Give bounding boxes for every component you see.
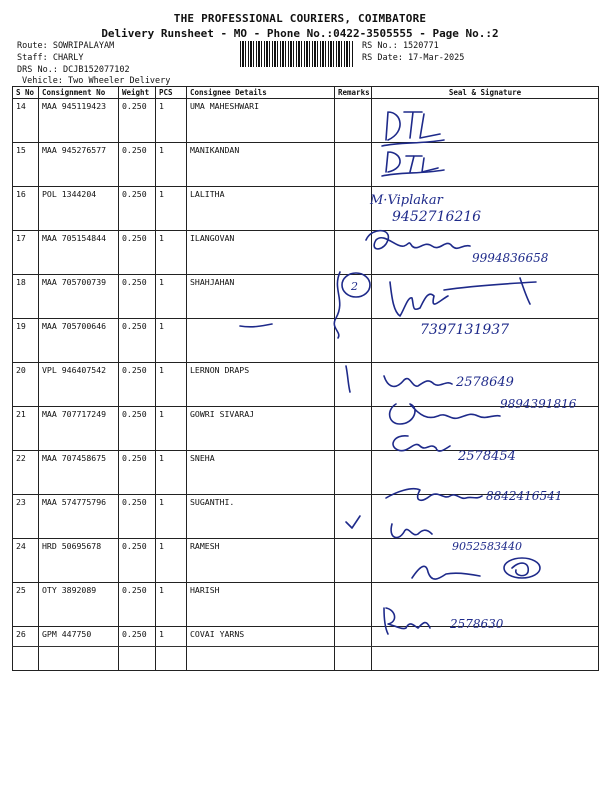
cell-weight: 0.250 — [119, 627, 156, 671]
cell-weight: 0.250 — [119, 99, 156, 143]
cell-weight: 0.250 — [119, 583, 156, 627]
cell-sno: 24 — [13, 539, 39, 583]
cell-signature — [372, 495, 599, 539]
cell-pcs: 1 — [156, 539, 187, 583]
cell-consignment-no: MAA 707458675 — [39, 451, 119, 495]
route-label: Route: SOWRIPALAYAM — [17, 41, 115, 51]
cell-pcs: 1 — [156, 275, 187, 319]
cell-weight: 0.250 — [119, 363, 156, 407]
table-row — [13, 451, 599, 495]
sig17-phone: 9994836658 — [472, 251, 549, 265]
cell-consignee: ILANGOVAN — [187, 231, 335, 275]
cell-remarks — [335, 143, 372, 187]
cell-consignee: COVAI YARNS — [187, 627, 335, 671]
cell-signature — [372, 99, 599, 143]
cell-consignee: GOWRI SIVARAJ — [187, 407, 335, 451]
cell-consignee — [187, 319, 335, 363]
cell-consignee: SNEHA — [187, 451, 335, 495]
cell-pcs: 1 — [156, 143, 187, 187]
cell-consignment-no: MAA 945119423 — [39, 99, 119, 143]
cell-sno: 22 — [13, 451, 39, 495]
table-row — [13, 143, 599, 187]
col-header-consignment: Consignment No — [39, 87, 119, 99]
cell-consignee: LALITHA — [187, 187, 335, 231]
sig24-phone: 9052583440 — [452, 540, 522, 553]
table-row — [13, 407, 599, 451]
cell-pcs: 1 — [156, 495, 187, 539]
col-header-remarks: Remarks — [335, 87, 372, 99]
col-header-weight: Weight — [119, 87, 156, 99]
cell-pcs: 1 — [156, 99, 187, 143]
cell-signature — [372, 187, 599, 231]
cell-pcs: 1 — [156, 583, 187, 627]
sig21-phone: 9894391816 — [500, 397, 577, 411]
table-row — [13, 319, 599, 363]
cell-signature — [372, 275, 599, 319]
cell-consignee: LERNON DRAPS — [187, 363, 335, 407]
cell-consignment-no: GPM 447750 — [39, 627, 119, 671]
cell-remarks — [335, 275, 372, 319]
table-row — [13, 231, 599, 275]
cell-remarks — [335, 187, 372, 231]
cell-weight: 0.250 — [119, 539, 156, 583]
cell-weight: 0.250 — [119, 407, 156, 451]
cell-weight: 0.250 — [119, 319, 156, 363]
table-row — [13, 627, 599, 671]
rs-date: RS Date: 17-Mar-2025 — [362, 53, 465, 63]
cell-signature — [372, 143, 599, 187]
cell-remarks — [335, 231, 372, 275]
table-row — [13, 495, 599, 539]
cell-signature — [372, 363, 599, 407]
cell-remarks — [335, 583, 372, 627]
cell-consignment-no: MAA 705700739 — [39, 275, 119, 319]
table-row — [13, 363, 599, 407]
sig20-phone: 2578649 — [456, 375, 514, 390]
cell-sno: 26 — [13, 627, 39, 671]
cell-weight: 0.250 — [119, 495, 156, 539]
bottom-rule — [12, 646, 598, 647]
sig16-name: M·Viplakar — [370, 193, 443, 208]
cell-signature — [372, 407, 599, 451]
cell-remarks — [335, 627, 372, 671]
cell-consignment-no: MAA 945276577 — [39, 143, 119, 187]
cell-pcs: 1 — [156, 407, 187, 451]
barcode-image — [240, 41, 354, 67]
cell-sno: 15 — [13, 143, 39, 187]
cell-sno: 25 — [13, 583, 39, 627]
cell-consignee: RAMESH — [187, 539, 335, 583]
col-header-signature: Seal & Signature — [372, 87, 599, 99]
runsheet-subtitle: Delivery Runsheet - MO - Phone No.:0422-3505555 - Page No.:2 — [101, 27, 499, 40]
cell-weight: 0.250 — [119, 143, 156, 187]
cell-consignment-no: MAA 574775796 — [39, 495, 119, 539]
table-header-row — [13, 87, 599, 99]
cell-consignee: SUGANTHI. — [187, 495, 335, 539]
cell-sno: 17 — [13, 231, 39, 275]
col-header-consignee: Consignee Details — [187, 87, 335, 99]
cell-pcs: 1 — [156, 231, 187, 275]
drs-number: DRS No.: DCJB152077102 — [17, 65, 130, 75]
cell-weight: 0.250 — [119, 187, 156, 231]
table-row — [13, 99, 599, 143]
col-header-pcs: PCS — [156, 87, 187, 99]
cell-weight: 0.250 — [119, 231, 156, 275]
cell-remarks — [335, 407, 372, 451]
cell-sno: 18 — [13, 275, 39, 319]
cell-pcs: 1 — [156, 319, 187, 363]
cell-signature — [372, 319, 599, 363]
cell-signature — [372, 583, 599, 627]
cell-signature — [372, 627, 599, 671]
table-row — [13, 583, 599, 627]
rs-number: RS No.: 1520771 — [362, 41, 439, 51]
cell-sno: 21 — [13, 407, 39, 451]
cell-remarks — [335, 539, 372, 583]
cell-consignment-no: VPL 946407542 — [39, 363, 119, 407]
sig26-phone: 2578630 — [450, 617, 504, 631]
cell-consignment-no: MAA 707717249 — [39, 407, 119, 451]
cell-remarks — [335, 99, 372, 143]
cell-weight: 0.250 — [119, 275, 156, 319]
sig23-phone: 8842416541 — [486, 489, 563, 503]
cell-pcs: 1 — [156, 627, 187, 671]
cell-consignment-no: MAA 705154844 — [39, 231, 119, 275]
col-header-sno: S No — [13, 87, 39, 99]
cell-signature — [372, 231, 599, 275]
cell-pcs: 1 — [156, 451, 187, 495]
cell-sno: 16 — [13, 187, 39, 231]
cell-pcs: 1 — [156, 363, 187, 407]
cell-consignment-no: OTY 3892089 — [39, 583, 119, 627]
cell-consignee: UMA MAHESHWARI — [187, 99, 335, 143]
cell-sno: 23 — [13, 495, 39, 539]
cell-consignee: HARISH — [187, 583, 335, 627]
cell-sno: 14 — [13, 99, 39, 143]
runsheet-table — [12, 86, 599, 671]
staff-label: Staff: CHARLY — [17, 53, 84, 63]
cell-remarks — [335, 495, 372, 539]
cell-remarks — [335, 319, 372, 363]
cell-remarks — [335, 451, 372, 495]
sig16-phone: 9452716216 — [392, 209, 482, 225]
company-title: THE PROFESSIONAL COURIERS, COIMBATORE — [173, 12, 427, 25]
cell-consignment-no: MAA 705700646 — [39, 319, 119, 363]
cell-consignee: SHAHJAHAN — [187, 275, 335, 319]
cell-consignee: MANIKANDAN — [187, 143, 335, 187]
table-row — [13, 187, 599, 231]
cell-signature — [372, 451, 599, 495]
svg-text:2: 2 — [351, 280, 358, 293]
sig19-phone: 7397131937 — [420, 322, 510, 338]
cell-sno: 20 — [13, 363, 39, 407]
cell-remarks — [335, 363, 372, 407]
cell-consignment-no: HRD 50695678 — [39, 539, 119, 583]
cell-weight: 0.250 — [119, 451, 156, 495]
cell-signature — [372, 539, 599, 583]
cell-pcs: 1 — [156, 187, 187, 231]
table-row — [13, 275, 599, 319]
cell-sno: 19 — [13, 319, 39, 363]
cell-consignment-no: POL 1344204 — [39, 187, 119, 231]
vehicle-label: Vehicle: Two Wheeler Delivery — [22, 76, 171, 86]
sig22-phone: 2578454 — [458, 449, 516, 464]
table-row — [13, 539, 599, 583]
